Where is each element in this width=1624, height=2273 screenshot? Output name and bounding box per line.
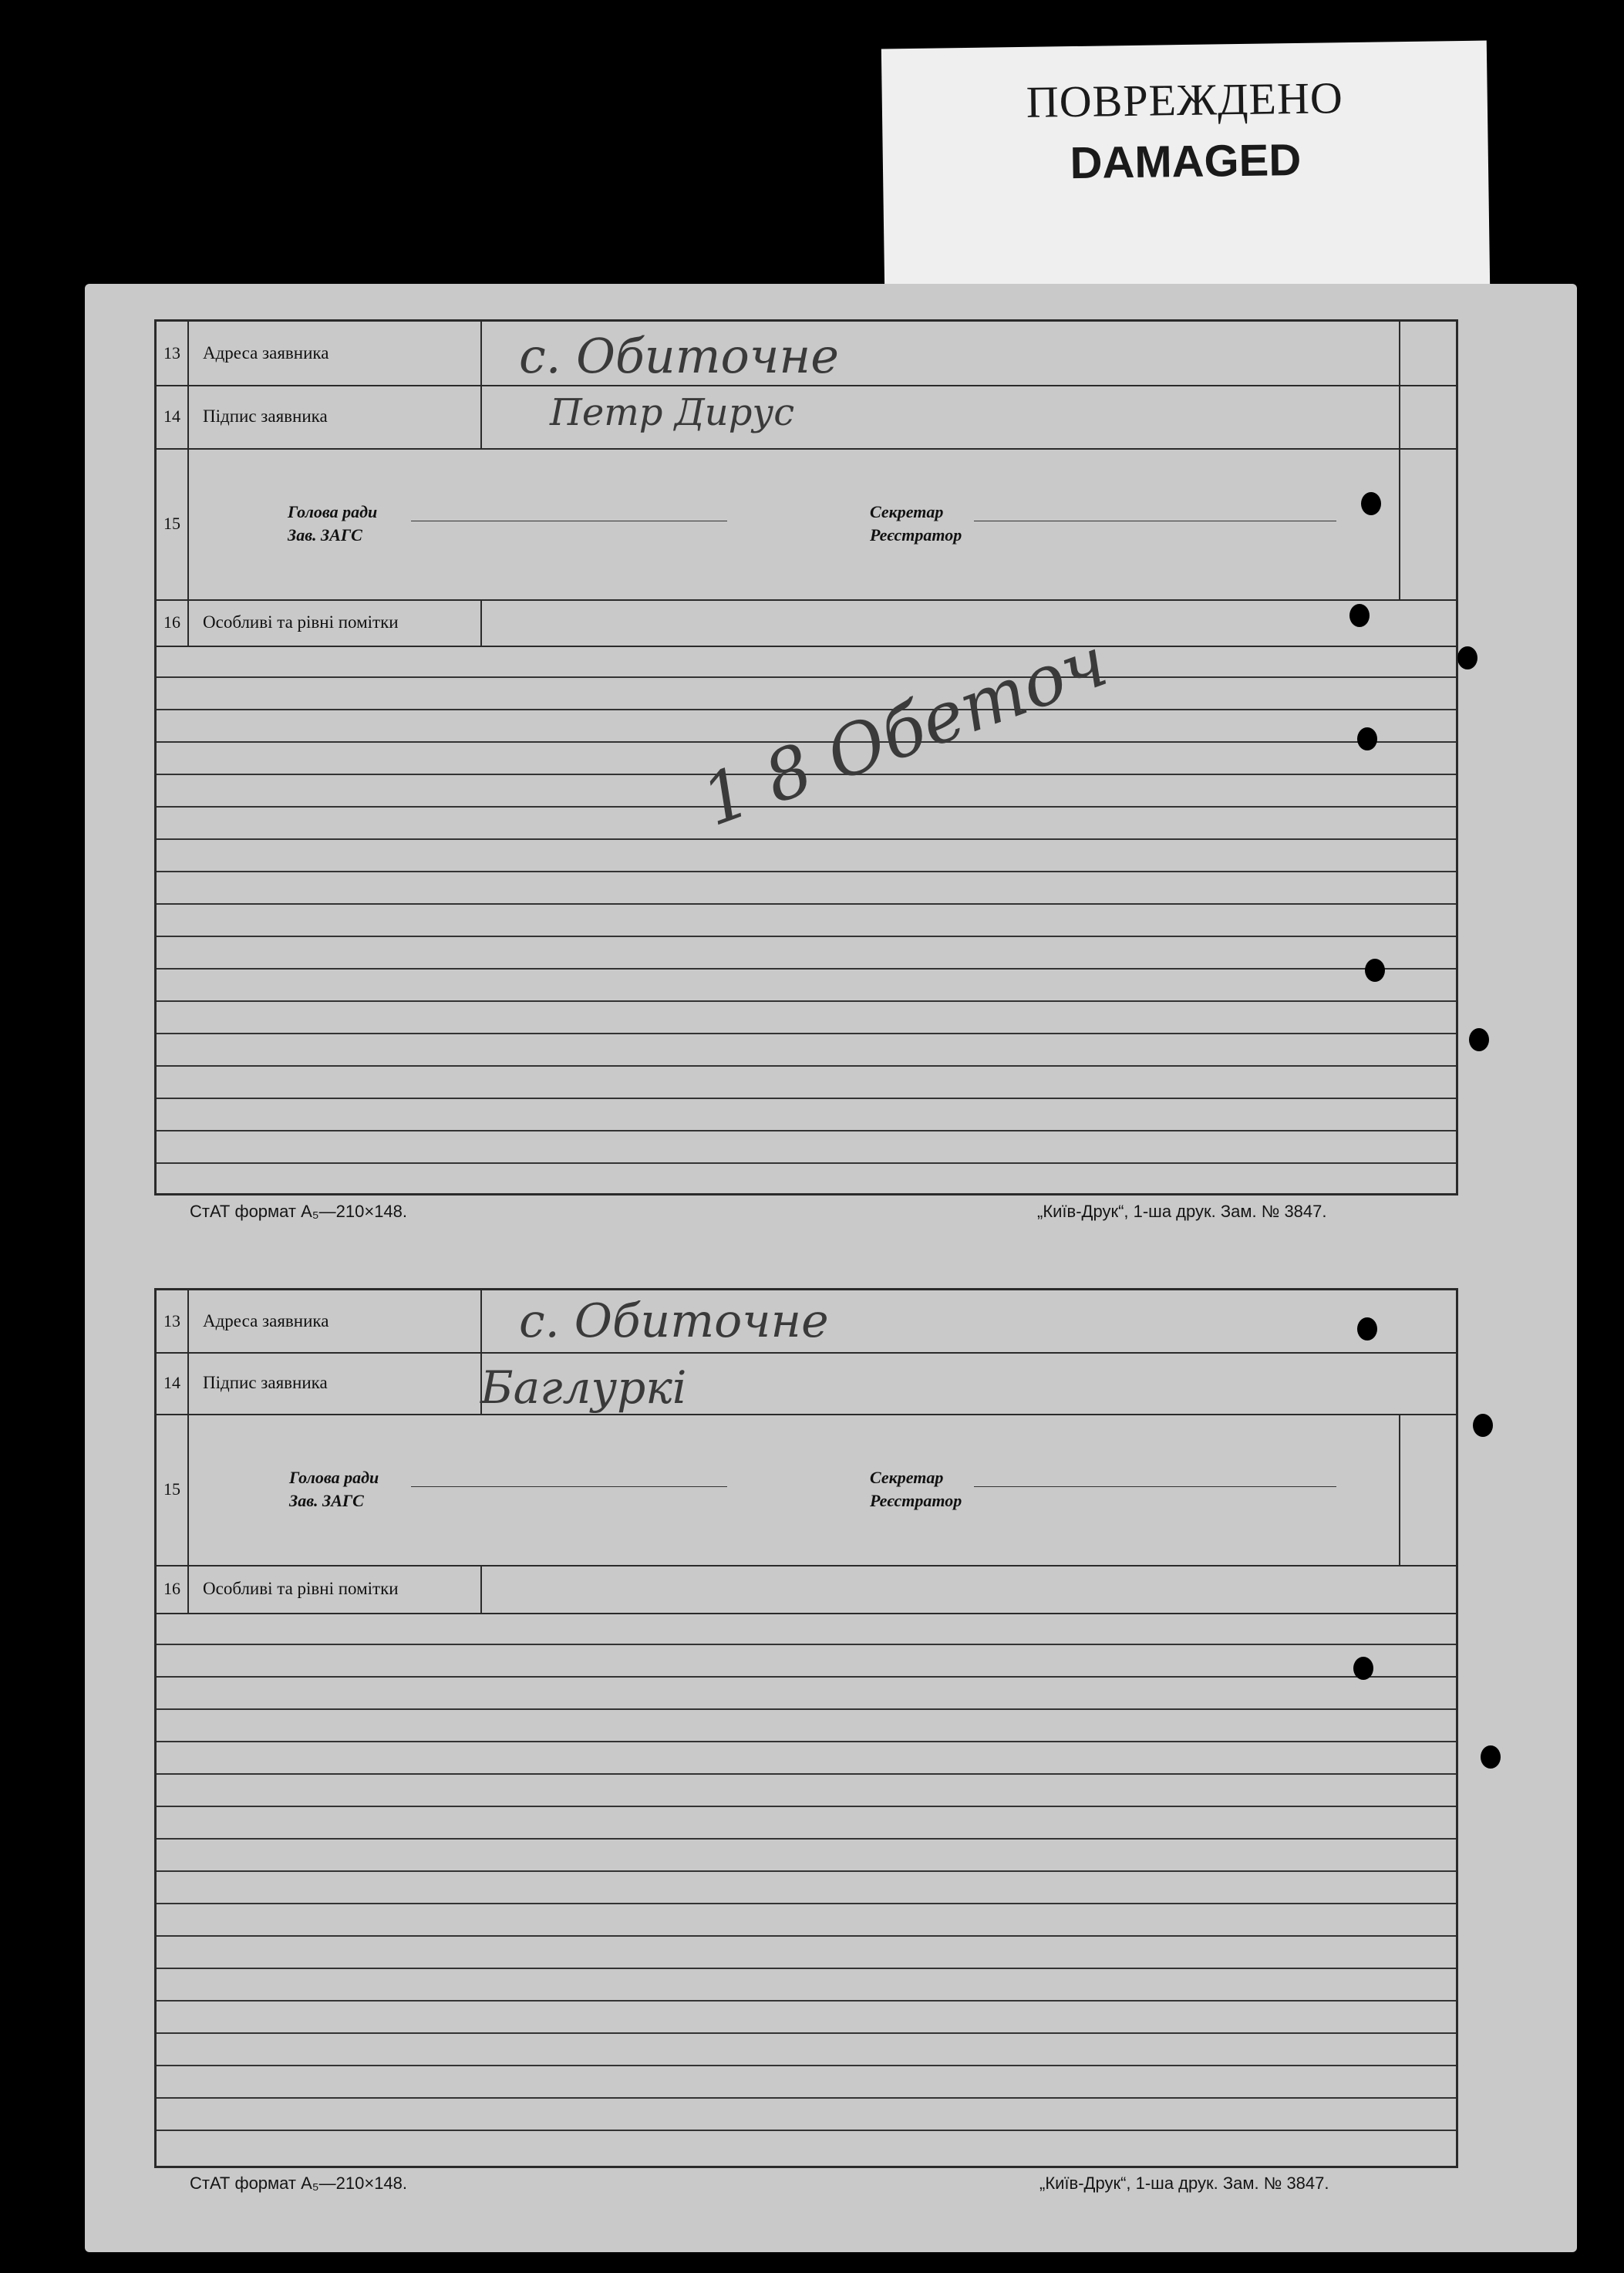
handwritten-signature: Баглуркі (480, 1361, 687, 1414)
row-label: Особливі та рівні помітки (189, 599, 482, 646)
row-right-box (1399, 1414, 1400, 1565)
damaged-label-ru: ПОВРЕЖДЕНО (1026, 73, 1344, 127)
damage-hole (1469, 1028, 1489, 1051)
row-number: 14 (157, 385, 189, 448)
damage-hole (1357, 727, 1377, 750)
damage-hole (1349, 604, 1370, 627)
handwritten-note: 1 8 Обеточ (692, 621, 1118, 842)
handwritten-signature: Петр Дирус (550, 391, 795, 434)
damage-hole (1357, 1317, 1377, 1341)
damage-hole (1473, 1414, 1493, 1437)
sig-line (411, 1486, 727, 1487)
row-number: 16 (157, 1565, 189, 1613)
row-right-box (1399, 448, 1400, 599)
row-16 (157, 1565, 1456, 1614)
sig-registry-label: Зав. ЗАГС (288, 525, 362, 545)
handwritten-address: с. Обиточне (519, 1294, 829, 1348)
row-label: Адреса заявника (189, 322, 482, 385)
damaged-label-en: DAMAGED (1070, 134, 1302, 189)
row-16 (157, 599, 1456, 647)
damage-hole (1365, 959, 1385, 982)
handwritten-address: с. Обиточне (519, 328, 839, 384)
row-15 (157, 1414, 1456, 1566)
row-number: 13 (157, 1290, 189, 1352)
row-label: Особливі та рівні помітки (189, 1565, 482, 1613)
row-number: 15 (157, 1414, 189, 1565)
row-14 (157, 1352, 1456, 1415)
row-number: 13 (157, 322, 189, 385)
sig-secretary-label: Секретар (870, 502, 944, 521)
footer-printer: „Київ-Друк“, 1-ша друк. Зам. № 3847. (1039, 2174, 1329, 2193)
row-number: 15 (157, 448, 189, 599)
row-14 (157, 385, 1456, 450)
row-number: 14 (157, 1352, 189, 1414)
footer-format: СтАТ формат А₅—210×148. (190, 2174, 408, 2193)
sig-head-label: Голова ради (289, 1468, 379, 1487)
damage-hole (1361, 492, 1381, 515)
footer-format: СтАТ формат А₅—210×148. (190, 1202, 408, 1221)
damage-hole (1457, 646, 1477, 669)
sig-registrar-label: Реєстратор (870, 525, 962, 545)
row-right-box (1399, 322, 1400, 385)
sig-registrar-label: Реєстратор (870, 1491, 962, 1510)
sig-head-label: Голова ради (288, 502, 378, 521)
form-bottom (154, 1288, 1458, 2168)
sig-registry-label: Зав. ЗАГС (289, 1491, 364, 1510)
damage-hole (1481, 1745, 1501, 1769)
footer-printer: „Київ-Друк“, 1-ша друк. Зам. № 3847. (1037, 1202, 1327, 1221)
form-top (154, 319, 1458, 1196)
damage-hole (1353, 1657, 1373, 1680)
row-right-box (1399, 385, 1400, 448)
sig-line (974, 1486, 1336, 1487)
row-number: 16 (157, 599, 189, 646)
sig-secretary-label: Секретар (870, 1468, 944, 1487)
document-page (85, 284, 1577, 2252)
damaged-label (881, 41, 1490, 295)
row-15 (157, 448, 1456, 601)
row-label: Підпис заявника (189, 1352, 482, 1414)
row-label: Підпис заявника (189, 385, 482, 448)
row-label: Адреса заявника (189, 1290, 482, 1352)
